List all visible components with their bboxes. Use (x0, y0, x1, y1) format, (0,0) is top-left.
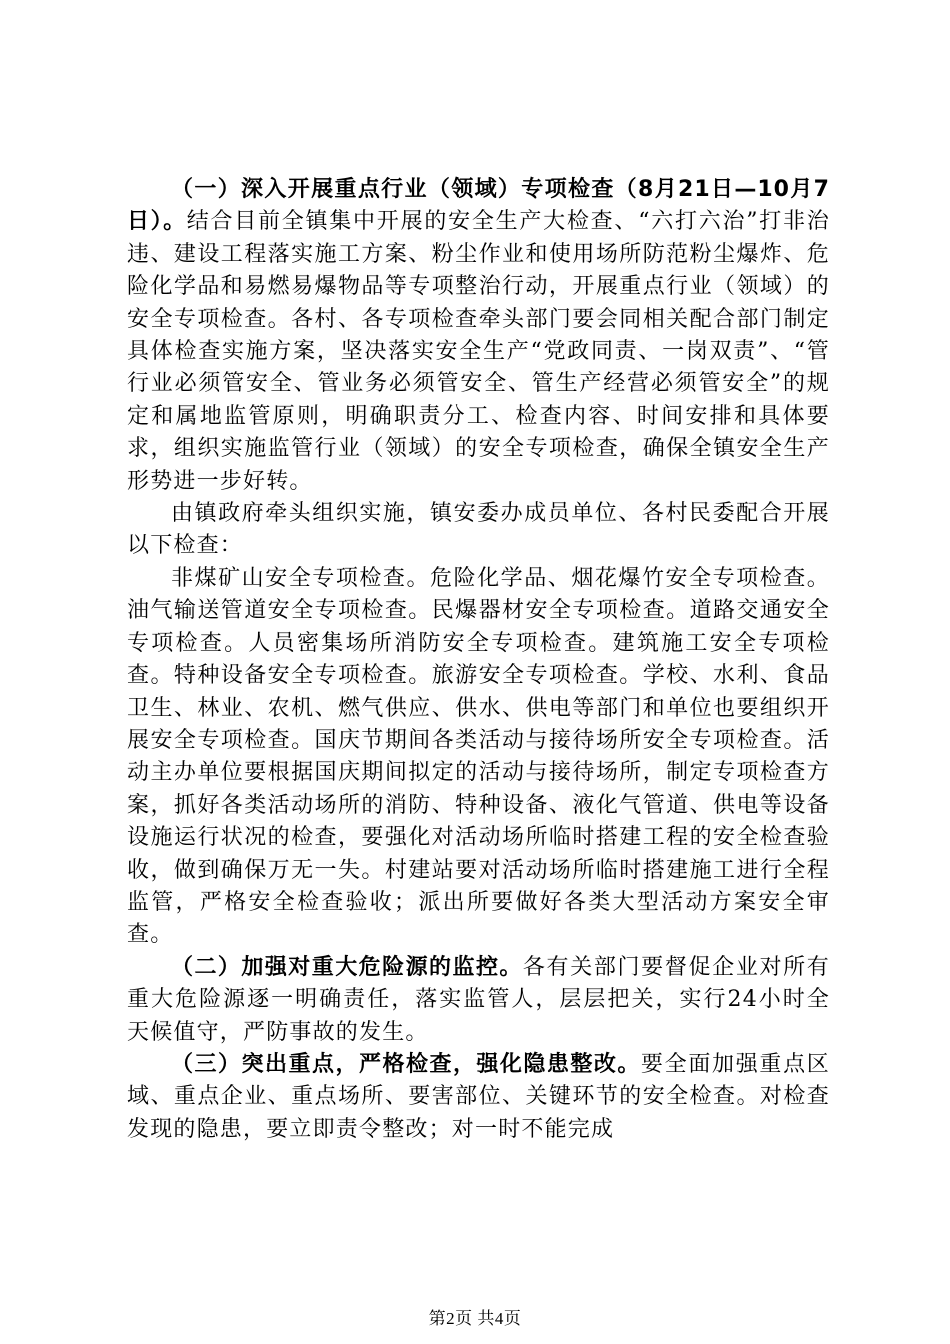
paragraph-4-heading: （二）加强对重大危险源的监控。 (171, 954, 523, 980)
paragraph-4 (127, 952, 830, 1049)
paragraph-2 (127, 498, 830, 563)
paragraph-3 (127, 563, 830, 952)
paragraph-5-heading: （三）突出重点，严格检查，强化隐患整改。 (171, 1051, 641, 1077)
paragraph-1-body: 结合目前全镇集中开展的安全生产大检查、“六打六治”打非治违、建设工程落实施工方案、粉尘作业和使用场所防范粉尘爆炸、危险化学品和易燃易爆物品等专项整治行动，开展重点行业（领域）的安全专项检查。各村、各专项检查牵头部门要会同相关配合部门制定具体检查实施方案，坚决落实安全生产“党政同责、一岗双责”、“管行业必须管安全、管业务必须管安全、管生产经营必须管安全”的规定和属地监管原则，明确职责分工、检查内容、时间安排和具体要求，组织实施监管行业（领域）的安全专项检查，确保全镇安全生产形势进一步好转。 (127, 209, 830, 494)
paragraph-1 (127, 174, 830, 498)
paragraph-2-body: 由镇政府牵头组织实施，镇安委办成员单位、各村民委配合开展以下检查： (127, 501, 830, 559)
paragraph-5-body: 要全面加强重点区域、重点企业、重点场所、要害部位、关键环节的安全检查。对检查发现的隐患，要立即责令整改；对一时不能完成 (127, 1051, 830, 1142)
document-body (127, 174, 830, 1146)
paragraph-3-body: 非煤矿山安全专项检查。危险化学品、烟花爆竹安全专项检查。油气输送管道安全专项检查。民爆器材安全专项检查。道路交通安全专项检查。人员密集场所消防安全专项检查。建筑施工安全专项检查。特种设备安全专项检查。旅游安全专项检查。学校、水利、食品卫生、林业、农机、燃气供应、供水、供电等部门和单位也要组织开展安全专项检查。国庆节期间各类活动与接待场所安全专项检查。活动主办单位要根据国庆期间拟定的活动与接待场所，制定专项检查方案，抓好各类活动场所的消防、特种设备、液化气管道、供电等设备设施运行状况的检查，要强化对活动场所临时搭建工程的安全检查验收，做到确保万无一失。村建站要对活动场所临时搭建施工进行全程监管，严格安全检查验收；派出所要做好各类大型活动方案安全审查。 (127, 565, 830, 948)
paragraph-4-body: 各有关部门要督促企业对所有重大危险源逐一明确责任，落实监管人，层层把关，实行24小时全天候值守，严防事故的发生。 (127, 954, 830, 1045)
paragraph-5 (127, 1049, 830, 1146)
page-footer: 第2页 共4页 (428, 1309, 522, 1328)
paragraph-1-heading: （一）深入开展重点行业（领域）专项检查（8月21日—10月7日）。 (127, 177, 830, 235)
